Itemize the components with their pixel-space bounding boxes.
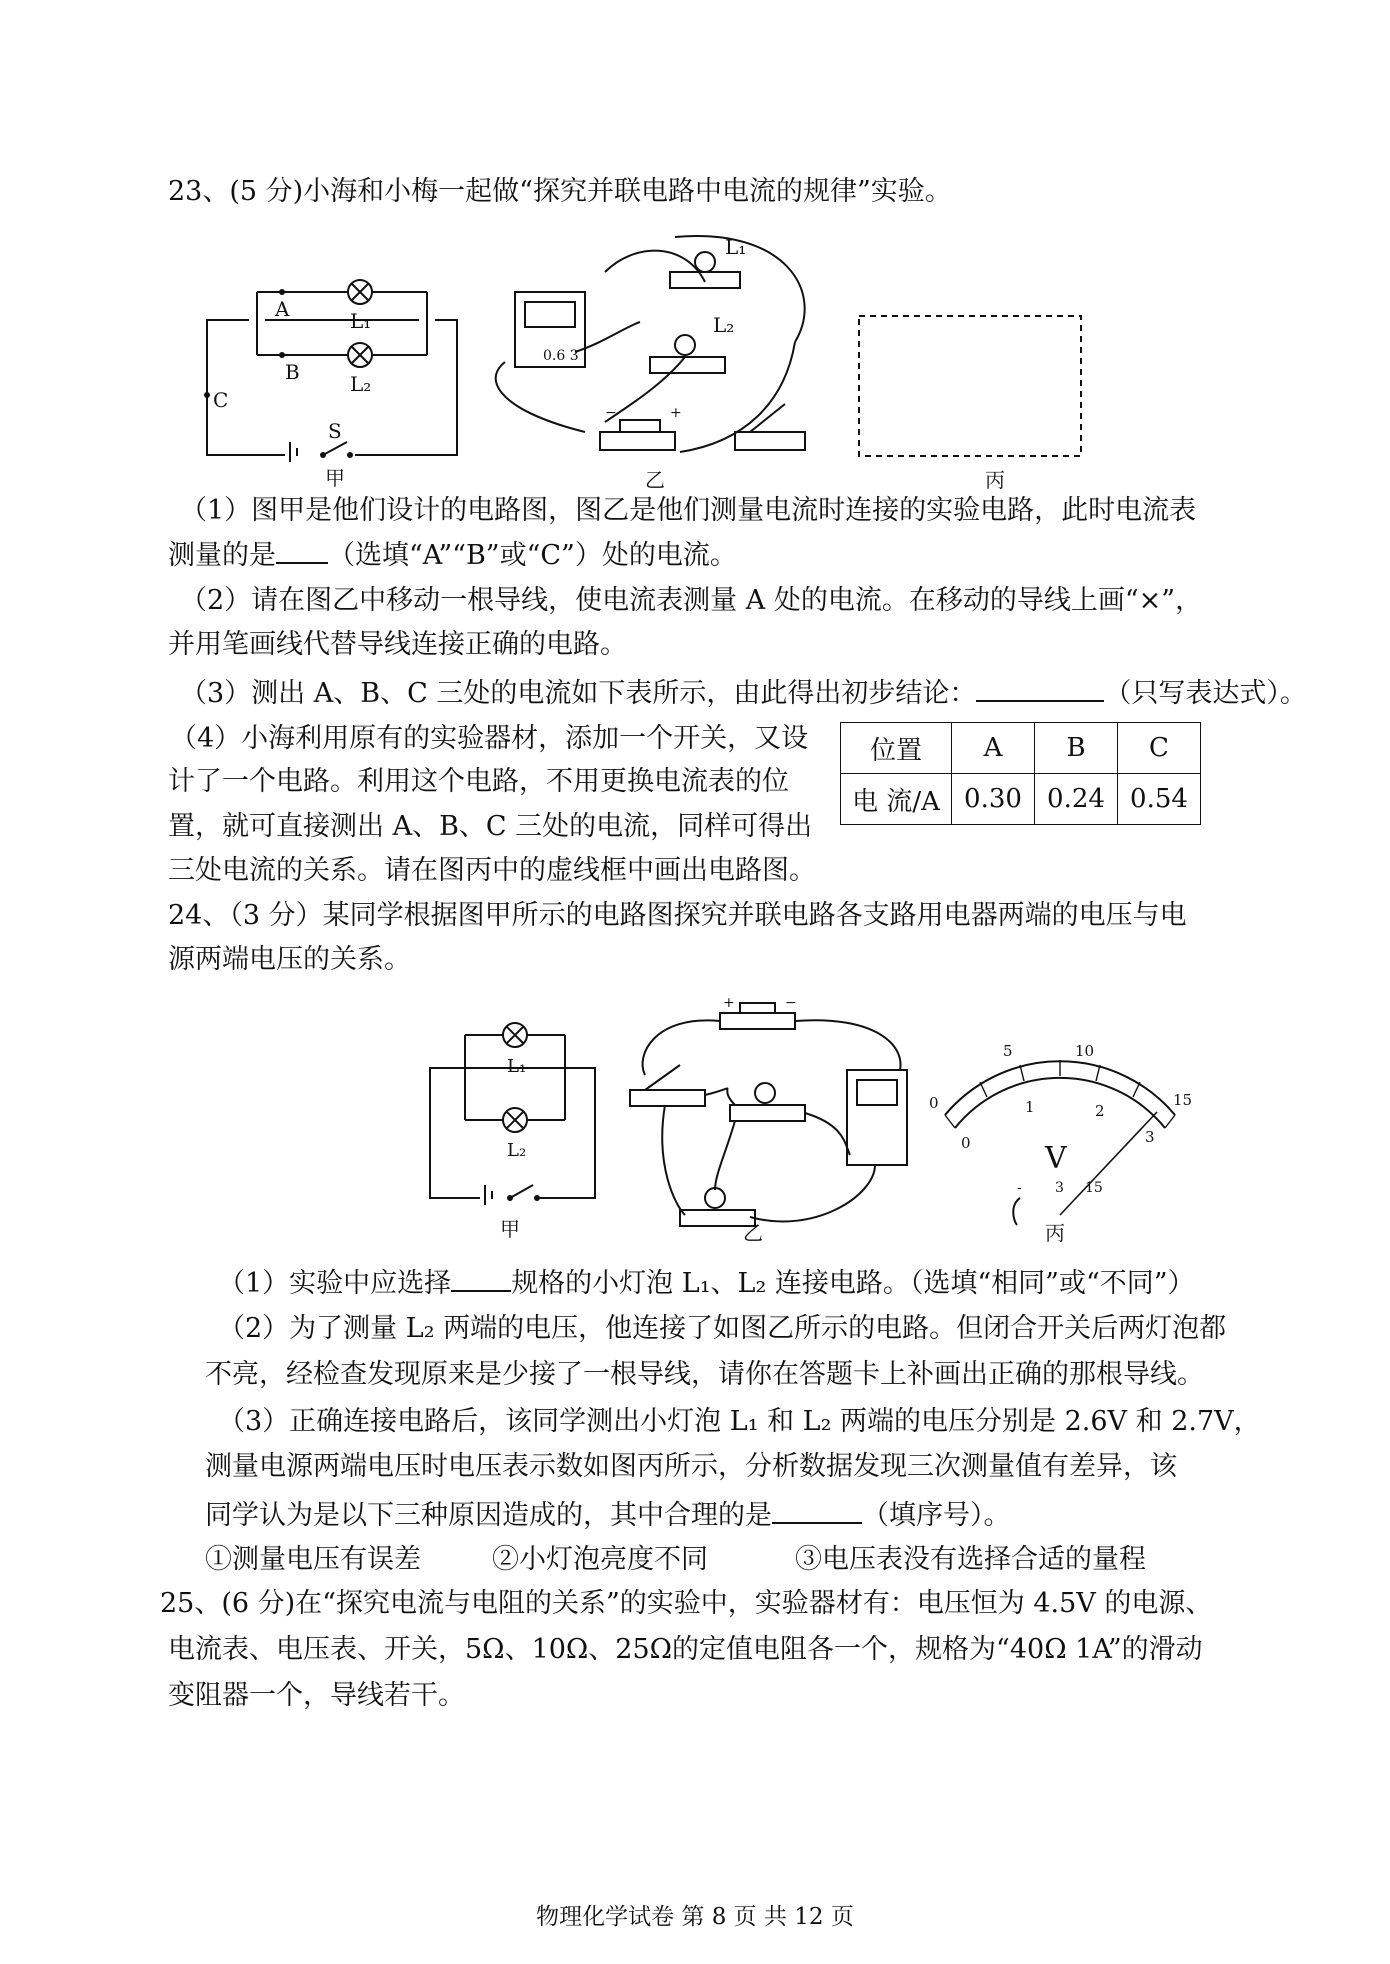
switch-icon xyxy=(630,1090,705,1106)
battery-icon xyxy=(600,432,675,450)
q23-p4-line3: 置，就可直接测出 A、B、C 三处的电流，同样可得出 xyxy=(168,811,813,842)
table-row xyxy=(841,723,1201,774)
q24-p3-a: （3）正确连接电路后，该同学测出小灯泡 L₁ 和 L₂ 两端的电压分别是 2.6V 和 2.7V， xyxy=(218,1406,1261,1437)
fig-label-yi: 乙 xyxy=(743,1221,763,1245)
tick-label: 3 xyxy=(1145,1128,1155,1146)
fig-label-bing: 丙 xyxy=(985,468,1005,492)
table-cell: B xyxy=(1035,723,1118,774)
meter-symbol: V xyxy=(1045,1141,1067,1176)
q23-p4-line4: 三处电流的关系。请在图丙中的虚线框中画出电路图。 xyxy=(168,855,816,886)
svg-text:+: + xyxy=(723,995,735,1011)
q24-option-3: ③电压表没有选择合适的量程 xyxy=(795,1544,1146,1575)
answer-blank-1[interactable] xyxy=(276,540,328,564)
tick-label: 5 xyxy=(1003,1042,1013,1060)
q23-figure-yi xyxy=(485,232,845,494)
fig-label-yi: 乙 xyxy=(645,468,665,492)
label-L1: L₁ xyxy=(350,309,372,333)
answer-blank-4[interactable] xyxy=(772,1500,862,1524)
q23-p2-b: 并用笔画线代替导线连接正确的电路。 xyxy=(168,629,627,660)
q24-figure-jia xyxy=(425,1010,600,1240)
q24-figure-yi xyxy=(615,995,915,1245)
q23-p2-a: （2）请在图乙中移动一根导线，使电流表测量 A 处的电流。在移动的导线上画“×”， xyxy=(180,585,1203,616)
svg-text:L₂: L₂ xyxy=(507,1140,527,1161)
table-cell: C xyxy=(1118,723,1201,774)
q23-figure-jia xyxy=(195,270,475,492)
q24-p1: （1）实验中应选择 规格的小灯泡 L₁、L₂ 连接电路。（选填“相同”或“不同”） xyxy=(218,1268,1195,1299)
table-row xyxy=(841,774,1201,825)
tick-label: 10 xyxy=(1075,1042,1095,1060)
fig-label-bing: 丙 xyxy=(1045,1221,1065,1245)
tick-label: 15 xyxy=(1173,1091,1193,1109)
q24-p3-b: 测量电源两端电压时电压表示数如图丙所示，分析数据发现三次测量值有差异，该 xyxy=(205,1451,1177,1482)
tick-label: 0 xyxy=(961,1134,971,1152)
tick-label: 2 xyxy=(1095,1102,1105,1120)
svg-text:0.6 3: 0.6 3 xyxy=(543,348,579,364)
svg-text:−: − xyxy=(605,405,617,421)
answer-blank-2[interactable] xyxy=(976,678,1104,702)
q24-intro-b: 源两端电压的关系。 xyxy=(168,944,411,975)
q25-line3: 变阻器一个，导线若干。 xyxy=(168,1680,465,1711)
q24-p3-c: 同学认为是以下三种原因造成的，其中合理的是 （填序号）。 xyxy=(205,1500,1011,1531)
current-table xyxy=(840,722,1201,825)
svg-text:L₁: L₁ xyxy=(507,1056,527,1077)
svg-text:−: − xyxy=(785,995,797,1011)
answer-blank-3[interactable] xyxy=(451,1268,511,1292)
terminal-label: 3 xyxy=(1055,1180,1064,1196)
label-C: C xyxy=(213,388,229,412)
label-A: A xyxy=(275,297,290,321)
dashed-answer-box xyxy=(859,316,1081,456)
needle xyxy=(1060,1112,1157,1215)
q23-p3: （3）测出 A、B、C 三处的电流如下表所示，由此得出初步结论： （只写表达式）。 xyxy=(180,678,1307,709)
q24-p2-a: （2）为了测量 L₂ 两端的电压，他连接了如图乙所示的电路。但闭合开关后两灯泡都 xyxy=(218,1313,1227,1344)
q25-line2: 电流表、电压表、开关，5Ω、10Ω、25Ω的定值电阻各一个，规格为“40Ω 1A”的滑动 xyxy=(168,1634,1203,1665)
q25-line1: 25、(6 分)在“探究电流与电阻的关系”的实验中，实验器材有：电压恒为 4.5V 的电源、 xyxy=(160,1588,1213,1619)
table-cell: A xyxy=(952,723,1035,774)
table-cell: 0.24 xyxy=(1035,774,1118,825)
table-cell: 0.54 xyxy=(1118,774,1201,825)
q24-option-2: ②小灯泡亮度不同 xyxy=(492,1544,708,1575)
q23-p4-line1: （4）小海利用原有的实验器材，添加一个开关，又设 xyxy=(170,723,809,754)
q23-p1-a: （1）图甲是他们设计的电路图，图乙是他们测量电流时连接的实验电路，此时电流表 xyxy=(180,495,1197,526)
q24-p2-b: 不亮，经检查发现原来是少接了一根导线，请你在答题卡上补画出正确的那根导线。 xyxy=(205,1359,1204,1390)
yi-label-L2: L₂ xyxy=(713,313,735,337)
lamp-board xyxy=(730,1105,805,1121)
table-cell: 电 流/A xyxy=(841,774,952,825)
label-L2: L₂ xyxy=(350,372,372,396)
svg-text:+: + xyxy=(670,405,682,421)
lamp-L2-board xyxy=(650,357,725,373)
battery-icon xyxy=(720,1013,795,1029)
q23-intro: 23、(5 分)小海和小梅一起做“探究并联电路中电流的规律”实验。 xyxy=(168,176,952,207)
q23-figure-bing xyxy=(855,312,1115,492)
label-S: S xyxy=(328,419,342,443)
tick-label: 1 xyxy=(1025,1098,1035,1116)
switch-icon xyxy=(735,432,805,450)
terminal-label: - xyxy=(1017,1180,1022,1196)
fig-label-jia: 甲 xyxy=(500,1217,520,1240)
q23-p1-b: 测量的是 （选填“A”“B”或“C”）处的电流。 xyxy=(168,540,737,571)
q24-option-1: ①测量电压有误差 xyxy=(205,1544,421,1575)
tick-label: 0 xyxy=(929,1094,939,1112)
page-footer: 物理化学试卷 第 8 页 共 12 页 xyxy=(536,1904,854,1930)
table-cell: 位置 xyxy=(841,723,952,774)
q24-intro-a: 24、（3 分）某同学根据图甲所示的电路图探究并联电路各支路用电器两端的电压与电 xyxy=(168,900,1187,931)
q24-figure-bing xyxy=(925,1020,1195,1245)
yi-label-L1: L₁ xyxy=(725,235,747,259)
table-cell: 0.30 xyxy=(952,774,1035,825)
q23-p4-line2: 计了一个电路。利用这个电路，不用更换电流表的位 xyxy=(168,766,789,797)
fig-label-jia: 甲 xyxy=(325,466,345,490)
label-B: B xyxy=(285,360,300,384)
terminal-label: 15 xyxy=(1085,1180,1103,1196)
